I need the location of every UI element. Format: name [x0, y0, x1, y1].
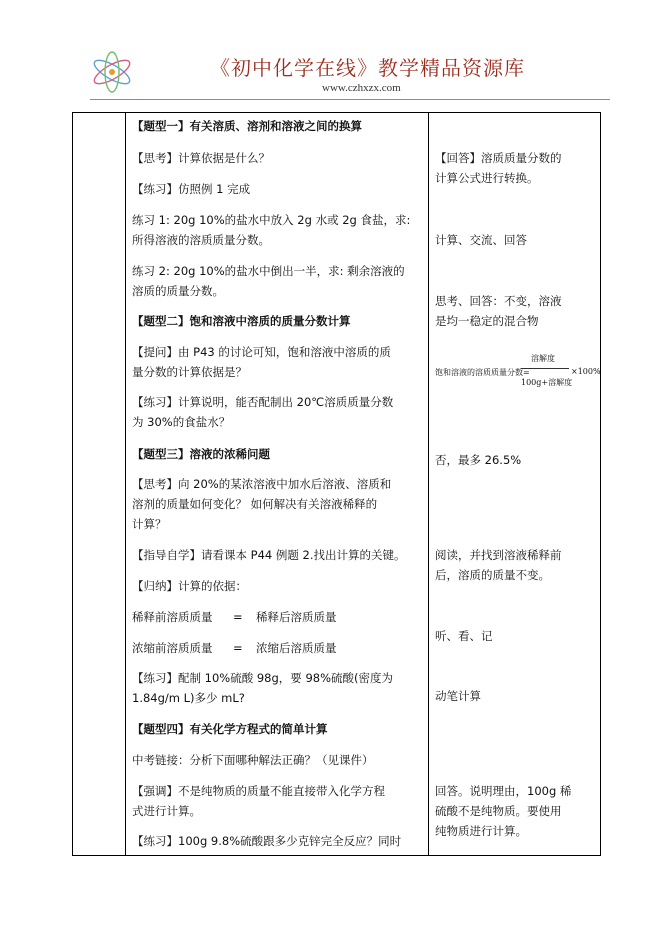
think-answer-line1: 思考、回答：不变，溶液 — [435, 294, 562, 308]
concentrate-before: 浓缩前溶质质量 — [132, 641, 213, 655]
concentrate-equals: = — [233, 641, 243, 655]
think-three-line2: 溶剂的质量如何变化？ 如何解决有关溶液稀释的 — [132, 497, 378, 511]
listen-watch-note: 听、看、记 — [435, 629, 493, 643]
site-url: www.czhxzx.com — [322, 82, 401, 94]
practice-two-line1: 【练习】计算说明，能否配制出 20℃溶质质量分数 — [132, 395, 394, 409]
heading-type-three: 【题型三】溶液的浓稀问题 — [132, 447, 270, 461]
lesson-table — [72, 112, 601, 856]
exercise-two-line1: 练习 2: 20g 10%的盐水中倒出一半，求: 剩余溶液的 — [132, 264, 405, 278]
formula-fraction-bar — [521, 368, 569, 369]
formula-numerator: 溶解度 — [531, 354, 555, 363]
teacher-activity-cell — [126, 113, 429, 856]
exam-link: 中考链接：分析下面哪种解法正确？（见课件） — [132, 753, 374, 767]
student-activity-cell — [429, 113, 601, 856]
dilute-before: 稀释前溶质质量 — [132, 610, 213, 624]
answer-one-line2: 计算公式进行转换。 — [435, 171, 539, 185]
exercise-one-line2: 所得溶液的溶质质量分数。 — [132, 233, 270, 247]
practice-three-line2: 1.84g/m L)多少 mL? — [132, 691, 245, 705]
heading-type-two: 【题型二】饱和溶液中溶质的质量分数计算 — [132, 314, 351, 328]
formula-left: 饱和溶液的溶质质量分数= — [435, 368, 530, 377]
pen-calculation: 动笔计算 — [435, 689, 481, 703]
question-line2: 量分数的计算依据是？ — [132, 365, 247, 379]
think-one: 【思考】计算依据是什么？ — [132, 151, 270, 165]
induction: 【归纳】计算的依据： — [132, 579, 247, 593]
read-line1: 阅读，并找到溶液稀释前 — [435, 548, 562, 562]
think-three-line1: 【思考】向 20%的某浓溶液中加水后溶液、溶质和 — [132, 477, 392, 491]
formula-tail: ×100% — [571, 367, 601, 376]
practice-three-line1: 【练习】配制 10%硫酸 98g，要 98%硫酸(密度为 — [132, 671, 394, 685]
formula-denominator: 100g+溶解度 — [521, 378, 573, 387]
exercise-one-line1: 练习 1: 20g 10%的盐水中放入 2g 水或 2g 食盐，求: — [132, 213, 411, 227]
blank-column-cell — [73, 113, 126, 856]
practice-four: 【练习】100g 9.8%硫酸跟多少克锌完全反应？同时 — [132, 834, 402, 848]
stress-line2: 式进行计算。 — [132, 804, 201, 818]
page-header — [60, 40, 605, 110]
answer-two-line1: 回答。说明理由，100g 稀 — [435, 784, 572, 798]
think-answer-line2: 是均一稳定的混合物 — [435, 314, 539, 328]
think-three-line3: 计算？ — [132, 517, 167, 531]
answer-two-line3: 纯物质进行计算。 — [435, 824, 527, 838]
self-study-guide: 【指导自学】请看课本 P44 例题 2.找出计算的关键。 — [132, 548, 406, 562]
header-divider — [90, 99, 610, 100]
heading-type-four: 【题型四】有关化学方程式的简单计算 — [132, 722, 328, 736]
stress-line1: 【强调】不是纯物质的质量不能直接带入化学方程 — [132, 784, 385, 798]
page-title: 《初中化学在线》教学精品资源库 — [210, 56, 525, 80]
answer-two-line2: 硫酸不是纯物质。要使用 — [435, 804, 562, 818]
read-line2: 后，溶质的质量不变。 — [435, 568, 550, 582]
answer-no-max: 否，最多 26.5% — [435, 453, 522, 467]
concentrate-after: 浓缩后溶质质量 — [256, 641, 337, 655]
saturated-formula — [433, 353, 599, 397]
question-line1: 【提问】由 P43 的讨论可知，饱和溶液中溶质的质 — [132, 345, 391, 359]
calc-exchange: 计算、交流、回答 — [435, 233, 527, 247]
atom-logo-icon — [88, 48, 136, 96]
dilute-after: 稀释后溶质质量 — [256, 610, 337, 624]
answer-one-line1: 【回答】溶质质量分数的 — [435, 151, 562, 165]
heading-type-one: 【题型一】有关溶质、溶剂和溶液之间的换算 — [132, 119, 362, 133]
exercise-two-line2: 溶质的质量分数。 — [132, 284, 224, 298]
practice-one: 【练习】仿照例 1 完成 — [132, 182, 251, 196]
practice-two-line2: 为 30%的食盐水？ — [132, 415, 231, 429]
dilute-equals: = — [233, 610, 243, 624]
